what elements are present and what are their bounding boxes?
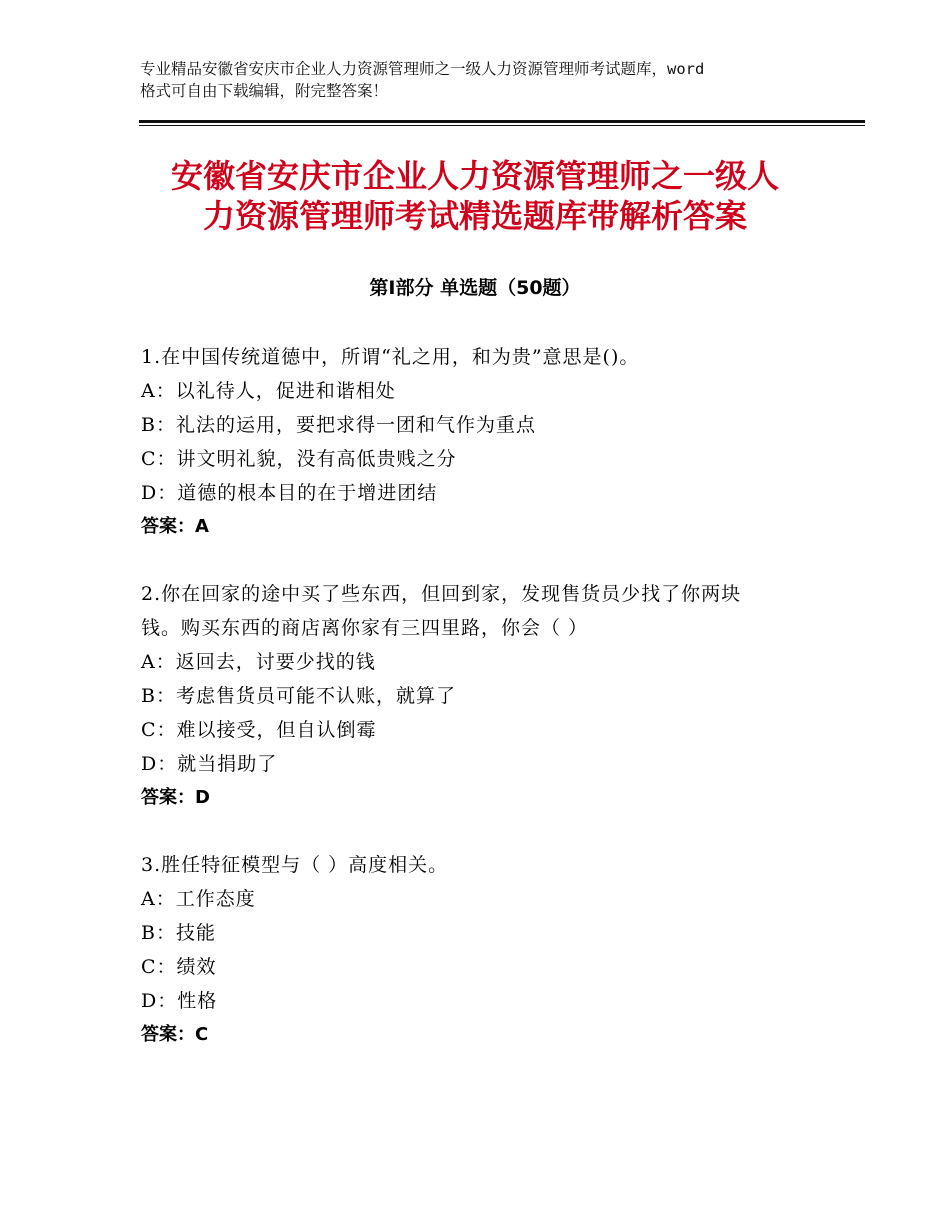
option-d: D：就当捐助了 <box>141 753 278 775</box>
question-stem: 1.在中国传统道德中，所谓“礼之用，和为贵”意思是()。 <box>141 346 640 368</box>
answer-label: 答案：D <box>141 787 210 808</box>
option-b: B：考虑售货员可能不认账，就算了 <box>141 685 456 707</box>
option-a: A：以礼待人，促进和谐相处 <box>141 380 396 402</box>
document-title-line-2: 力资源管理师考试精选题库带解析答案 <box>202 197 747 235</box>
option-a: A：返回去，讨要少找的钱 <box>141 651 376 673</box>
header-divider-thick <box>139 120 865 123</box>
option-b: B：礼法的运用，要把求得一团和气作为重点 <box>141 414 536 436</box>
question-stem: 3.胜任特征模型与（ ）高度相关。 <box>141 854 449 876</box>
question-item <box>141 340 816 544</box>
document-title <box>120 156 830 236</box>
option-c: C：讲文明礼貌，没有高低贵贱之分 <box>141 448 457 470</box>
option-d: D：道德的根本目的在于增进团结 <box>141 482 438 504</box>
header-note <box>140 58 820 102</box>
question-stem: 2.你在回家的途中买了些东西，但回到家，发现售货员少找了你两块 <box>141 583 742 605</box>
header-note-line-1: 专业精品安徽省安庆市企业人力资源管理师之一级人力资源管理师考试题库，word <box>140 60 705 78</box>
answer-label: 答案：C <box>141 1024 209 1045</box>
question-item <box>141 577 816 815</box>
option-b: B：技能 <box>141 922 216 944</box>
option-c: C：难以接受，但自认倒霉 <box>141 719 377 741</box>
question-stem-continued: 钱。购买东西的商店离你家有三四里路，你会（ ） <box>141 617 589 639</box>
header-note-line-2: 格式可自由下载编辑，附完整答案！ <box>140 82 389 100</box>
option-c: C：绩效 <box>141 956 217 978</box>
question-list <box>141 340 816 1085</box>
document-title-line-1: 安徽省安庆市企业人力资源管理师之一级人 <box>170 157 779 195</box>
answer-label: 答案：A <box>141 516 209 537</box>
option-a: A：工作态度 <box>141 888 256 910</box>
question-item <box>141 848 816 1052</box>
option-d: D：性格 <box>141 990 218 1012</box>
header-divider-thin <box>139 125 865 126</box>
section-heading: 第Ⅰ部分 单选题（50题） <box>369 277 581 299</box>
